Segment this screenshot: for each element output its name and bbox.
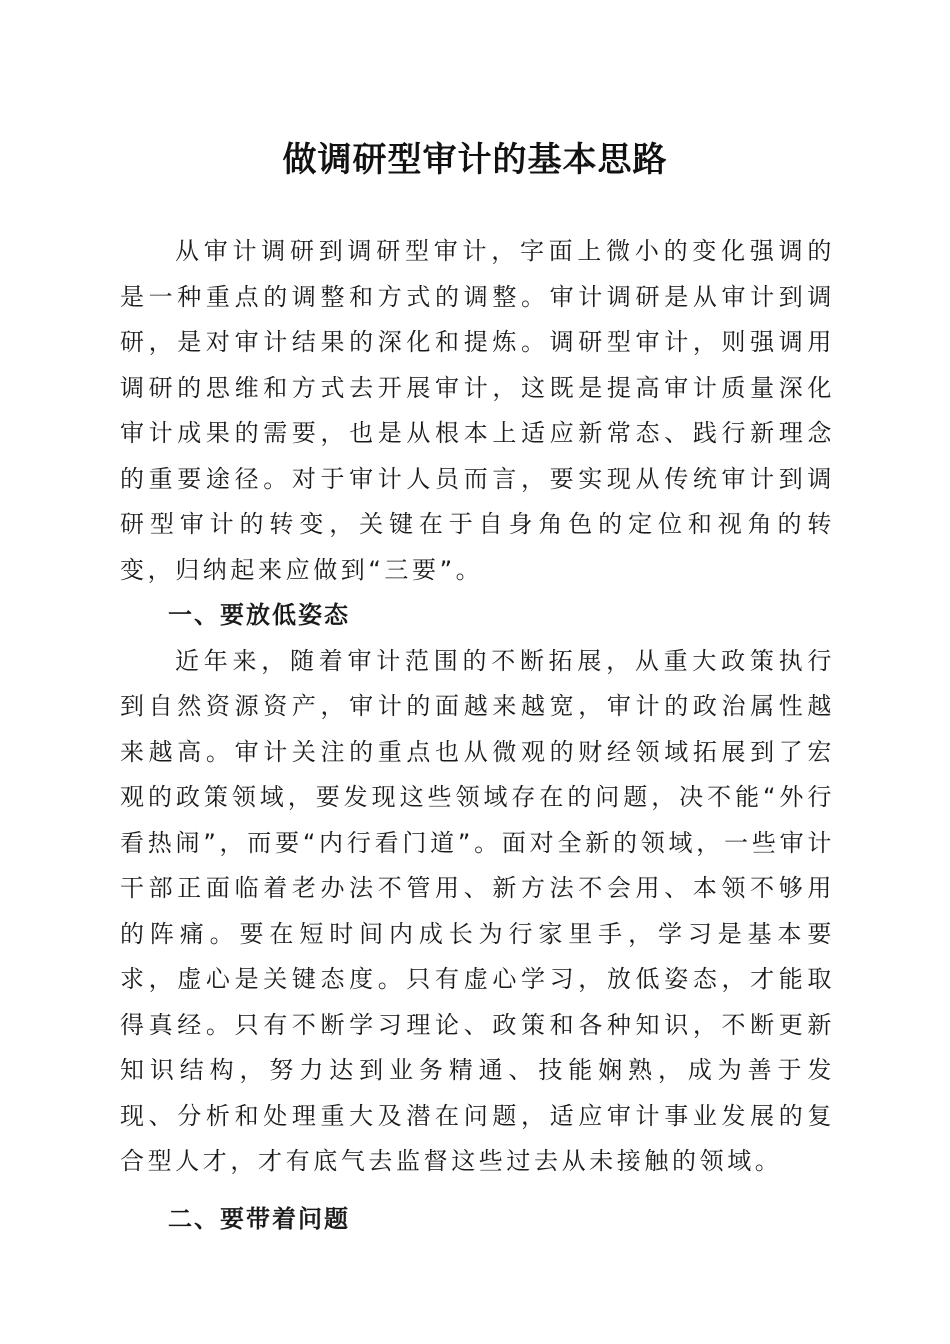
document-title: 做调研型审计的基本思路 (282, 140, 668, 180)
intro-paragraph: 从审计调研到调研型审计，字面上微小的变化强调的是一种重点的调整和方式的调整。审计调研是从审计到调研，是对审计结果的深化和提炼。调研型审计，则强调用调研的思维和方式去开展审计，这既是提高审计质量深化审计成果的需要，也是从根本上适应新常态、践行新理念的重要途径。对于审计人员而言，要实现从传统审计到调研型审计的转变，关键在于自身角色的定位和视角的转变，归纳起来应做到“三要”。 (120, 237, 835, 584)
section-heading-1: 一、要放低姿态 (168, 601, 350, 629)
section-heading-2: 二、要带着问题 (168, 1204, 350, 1233)
document-body (120, 229, 835, 1242)
section-1-paragraph: 近年来，随着审计范围的不断拓展，从重大政策执行到自然资源资产，审计的面越来越宽，审计的政治属性越来越高。审计关注的重点也从微观的财经领域拓展到了宏观的政策领域，要发现这些领域存在的问题，决不能“外行看热闹”，而要“内行看门道”。面对全新的领域，一些审计干部正面临着老办法不管用、新方法不会用、本领不够用的阵痛。要在短时间内成长为行家里手，学习是基本要求，虚心是关键态度。只有虚心学习，放低姿态，才能取得真经。只有不断学习理论、政策和各种知识，不断更新知识结构，努力达到业务精通、技能娴熟，成为善于发现、分析和处理重大及潜在问题，适应审计事业发展的复合型人才，才有底气去监督这些过去从未接触的领域。 (120, 646, 835, 1175)
